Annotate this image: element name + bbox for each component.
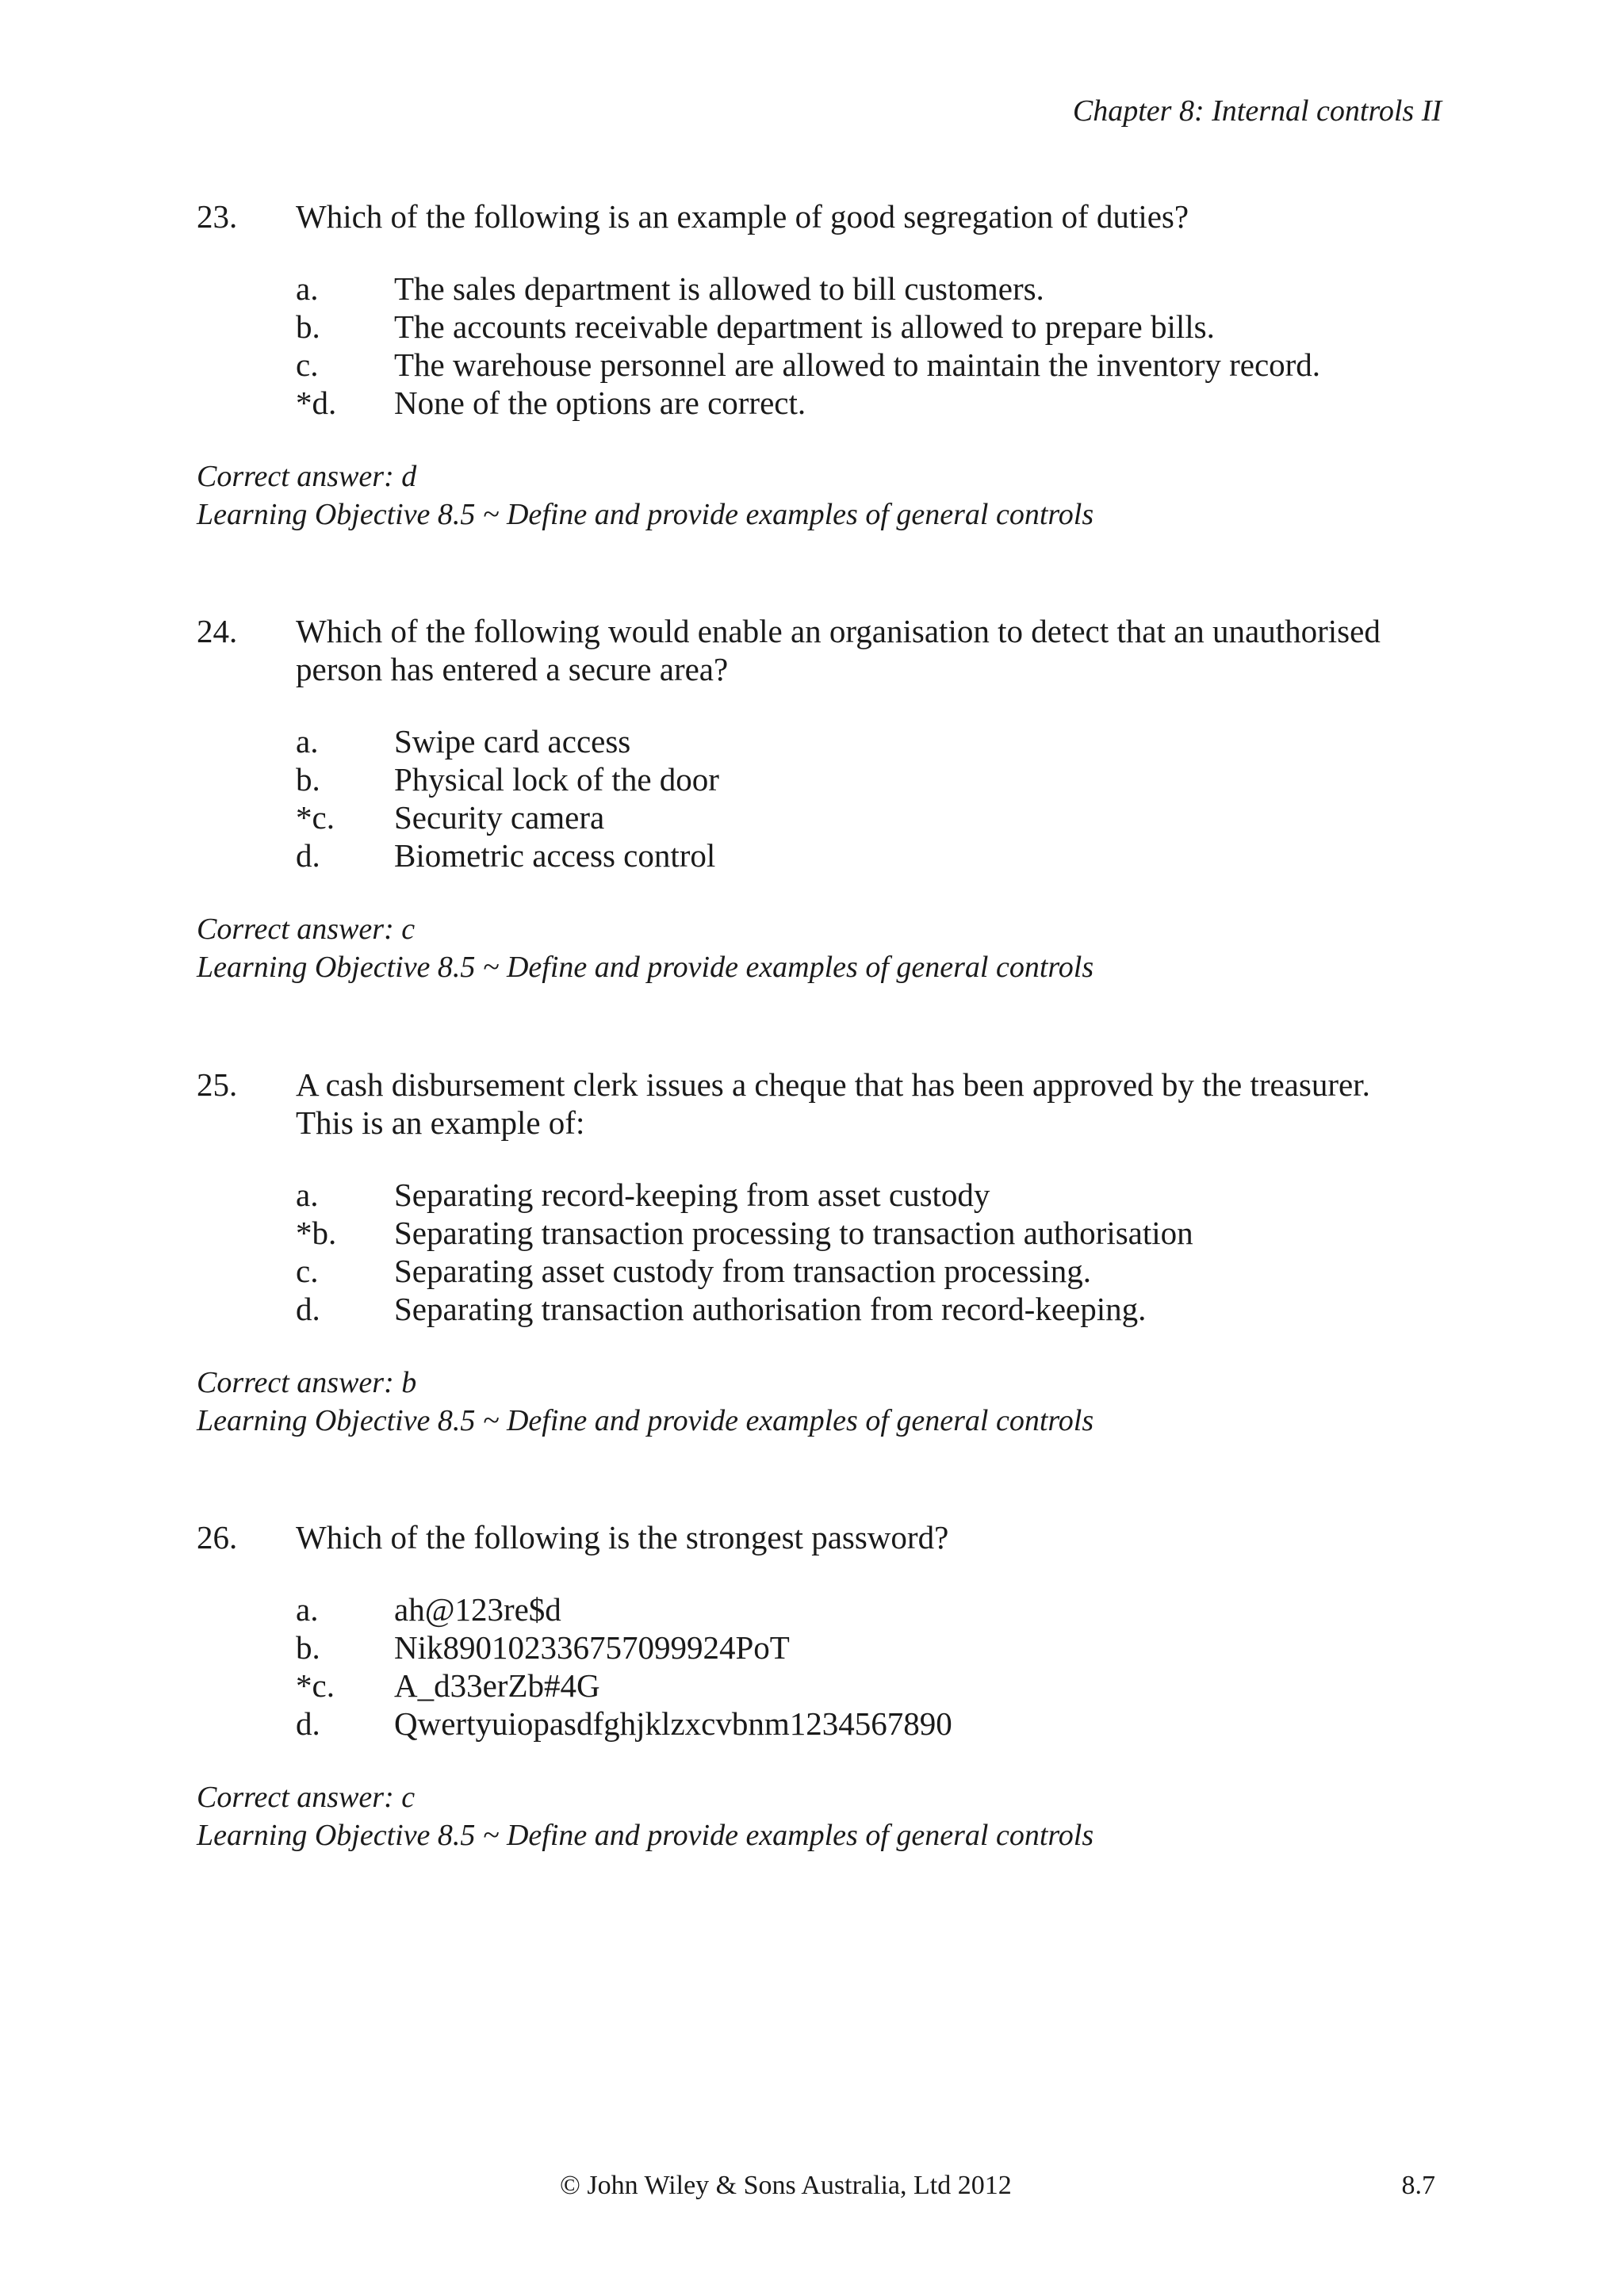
question-number: 23. <box>197 198 238 235</box>
option-text: ah@123re$d <box>394 1591 561 1628</box>
question-26 <box>197 1518 1434 1854</box>
option-text: None of the options are correct. <box>394 385 806 421</box>
question-stem <box>197 612 1434 688</box>
question-25 <box>197 1066 1434 1440</box>
page-number: 8.7 <box>1401 2171 1435 2200</box>
question-text: Which of the following is the strongest password? <box>296 1519 949 1556</box>
learning-objective: Learning Objective 8.5 ~ Define and provide examples of general controls <box>197 498 1094 531</box>
option-item <box>296 836 1434 874</box>
question-24 <box>197 612 1434 986</box>
correct-answer: Correct answer: c <box>197 913 416 946</box>
option-label: *c. <box>296 799 335 836</box>
option-label: a. <box>296 1591 319 1628</box>
option-label: b. <box>296 308 320 345</box>
question-stem <box>197 1518 1434 1556</box>
question-number: 25. <box>197 1066 238 1103</box>
option-text: The sales department is allowed to bill customers. <box>394 270 1044 307</box>
option-item <box>296 760 1434 798</box>
answer-block <box>197 1364 1434 1440</box>
learning-objective: Learning Objective 8.5 ~ Define and provide examples of general controls <box>197 1819 1094 1852</box>
option-item <box>296 1214 1434 1252</box>
chapter-header: Chapter 8: Internal controls II <box>1072 94 1442 128</box>
option-item <box>296 308 1434 346</box>
option-text: Separating transaction processing to transaction authorisation <box>394 1215 1193 1251</box>
option-label: c. <box>296 346 319 383</box>
option-label: b. <box>296 1629 320 1666</box>
correct-answer: Correct answer: c <box>197 1781 416 1814</box>
option-item <box>296 384 1434 422</box>
option-label: a. <box>296 1177 319 1213</box>
option-text: The warehouse personnel are allowed to maintain the inventory record. <box>394 346 1321 383</box>
option-label: *c. <box>296 1667 335 1704</box>
option-text: Biometric access control <box>394 837 716 874</box>
option-text: Security camera <box>394 799 605 836</box>
option-list <box>197 1590 1434 1743</box>
option-text: Separating asset custody from transaction processing. <box>394 1253 1091 1289</box>
option-item <box>296 1290 1434 1328</box>
option-label: *d. <box>296 385 337 421</box>
question-stem <box>197 197 1434 235</box>
option-text: Swipe card access <box>394 723 631 760</box>
learning-objective: Learning Objective 8.5 ~ Define and provide examples of general controls <box>197 951 1094 984</box>
option-item <box>296 722 1434 760</box>
learning-objective: Learning Objective 8.5 ~ Define and provide examples of general controls <box>197 1404 1094 1437</box>
option-text: Separating transaction authorisation from record-keeping. <box>394 1291 1147 1327</box>
option-text: Physical lock of the door <box>394 761 719 798</box>
option-item <box>296 1628 1434 1667</box>
correct-answer: Correct answer: b <box>197 1366 417 1399</box>
question-stem <box>197 1066 1434 1142</box>
option-item <box>296 1176 1434 1214</box>
option-label: d. <box>296 1291 320 1327</box>
option-text: Separating record-keeping from asset custody <box>394 1177 990 1213</box>
option-text: The accounts receivable department is allowed to prepare bills. <box>394 308 1215 345</box>
option-label: d. <box>296 837 320 874</box>
option-item <box>296 1705 1434 1743</box>
copyright-notice: © John Wiley & Sons Australia, Ltd 2012 <box>560 2171 1012 2200</box>
option-list <box>197 270 1434 422</box>
question-23 <box>197 197 1434 534</box>
option-list <box>197 722 1434 874</box>
option-label: a. <box>296 723 319 760</box>
option-item <box>296 1252 1434 1290</box>
option-list <box>197 1176 1434 1328</box>
answer-block <box>197 457 1434 534</box>
question-number: 26. <box>197 1519 238 1556</box>
option-text: A_d33erZb#4G <box>394 1667 600 1704</box>
option-label: c. <box>296 1253 319 1289</box>
option-item <box>296 1590 1434 1628</box>
option-label: a. <box>296 270 319 307</box>
question-text: Which of the following is an example of good segregation of duties? <box>296 198 1189 235</box>
option-text: Nik890102336757099924PoT <box>394 1629 790 1666</box>
option-label: b. <box>296 761 320 798</box>
answer-block <box>197 910 1434 986</box>
question-number: 24. <box>197 613 238 649</box>
option-item <box>296 270 1434 308</box>
option-item <box>296 1667 1434 1705</box>
option-text: Qwertyuiopasdfghjklzxcvbnm1234567890 <box>394 1705 952 1742</box>
option-label: *b. <box>296 1215 337 1251</box>
correct-answer: Correct answer: d <box>197 460 417 493</box>
answer-block <box>197 1778 1434 1854</box>
option-label: d. <box>296 1705 320 1742</box>
option-item <box>296 346 1434 384</box>
question-text: Which of the following would enable an organisation to detect that an unauthorised person has entered a secure area? <box>296 613 1381 687</box>
option-item <box>296 798 1434 836</box>
question-text: A cash disbursement clerk issues a cheque that has been approved by the treasurer. This is an example of: <box>296 1066 1370 1141</box>
